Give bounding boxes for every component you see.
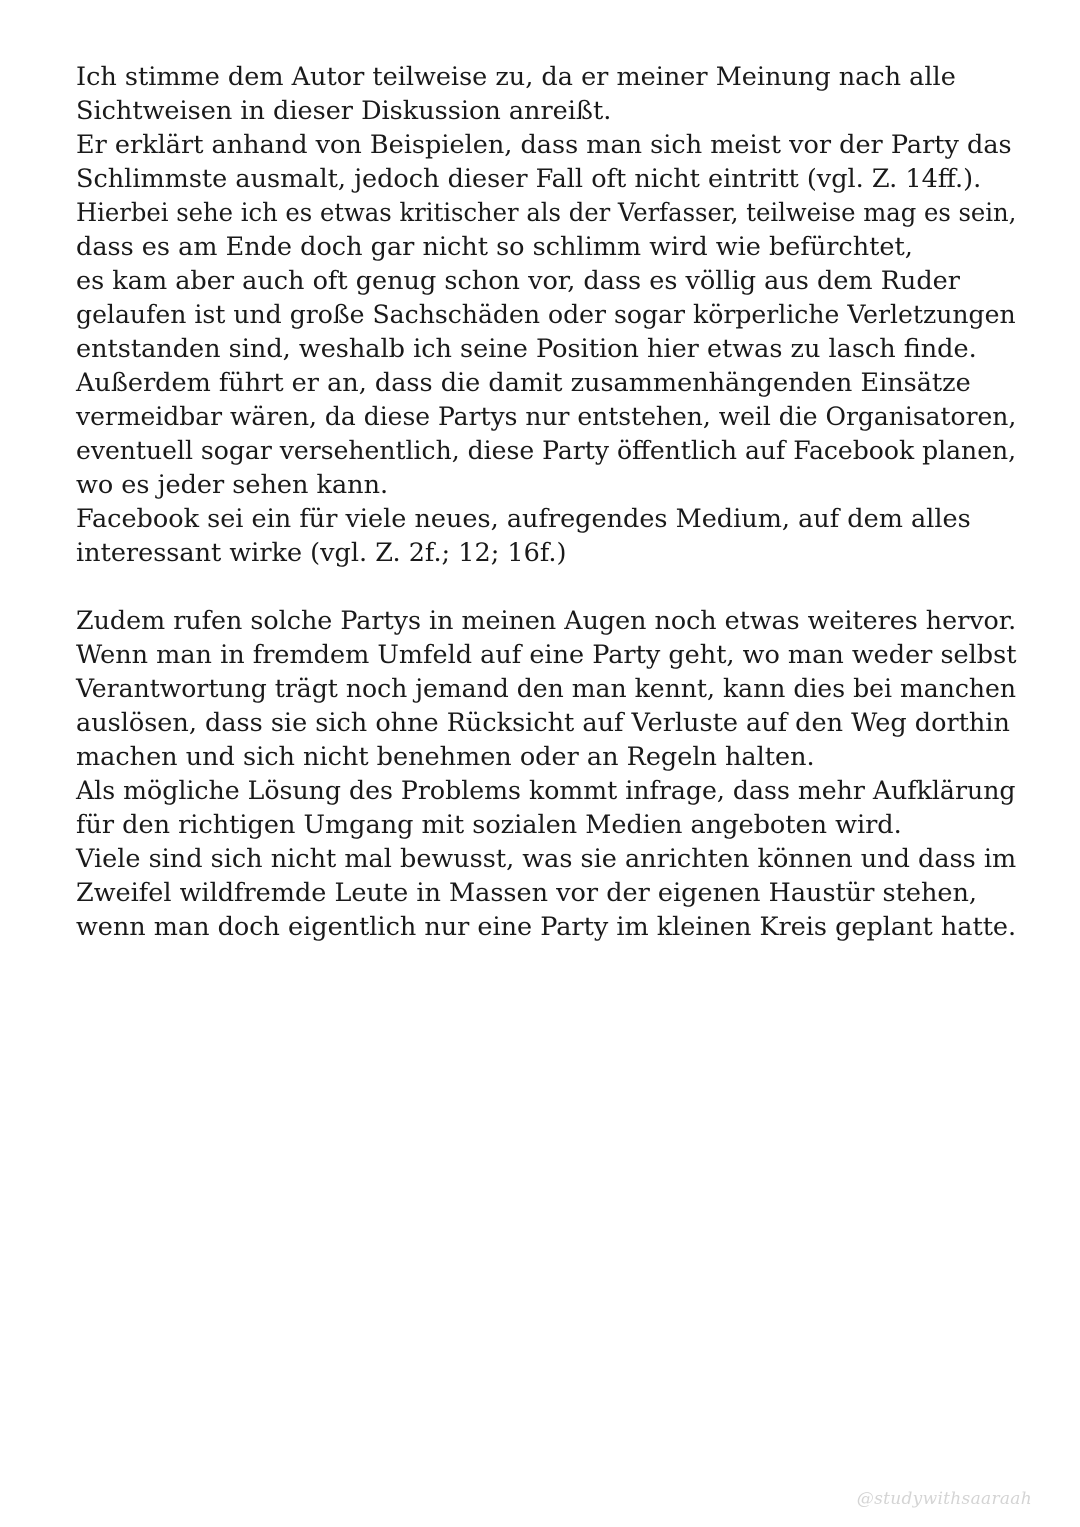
text-line: Schlimmste ausmalt, jedoch dieser Fall oft nicht eintritt (vgl. Z. 14ff.). — [76, 164, 982, 194]
text-line: eventuell sogar versehentlich, diese Party öffentlich auf Facebook planen, — [76, 436, 1017, 466]
text-line: entstanden sind, weshalb ich seine Position hier etwas zu lasch finde. — [76, 334, 977, 364]
text-line: Als mögliche Lösung des Problems kommt infrage, dass mehr Aufklärung — [76, 776, 1016, 806]
text-line: Hierbei sehe ich es etwas kritischer als der Verfasser, teilweise mag es sein, — [76, 198, 1017, 228]
text-line: Zweifel wildfremde Leute in Massen vor der eigenen Haustür stehen, — [76, 878, 977, 908]
text-line: Ich stimme dem Autor teilweise zu, da er meiner Meinung nach alle — [76, 62, 956, 92]
text-line: Außerdem führt er an, dass die damit zusammenhängenden Einsätze — [76, 368, 971, 398]
text-line: interessant wirke (vgl. Z. 2f.; 12; 16f.) — [76, 538, 567, 568]
text-line: für den richtigen Umgang mit sozialen Medien angeboten wird. — [76, 810, 902, 840]
text-line: Sichtweisen in dieser Diskussion anreißt. — [76, 96, 612, 126]
text-line: dass es am Ende doch gar nicht so schlimm wird wie befürchtet, — [76, 232, 913, 262]
text-line: Verantwortung trägt noch jemand den man kennt, kann dies bei manchen — [76, 674, 1017, 704]
text-line: auslösen, dass sie sich ohne Rücksicht auf Verluste auf den Weg dorthin — [76, 708, 1010, 738]
text-line: wo es jeder sehen kann. — [76, 470, 389, 500]
text-line: Wenn man in fremdem Umfeld auf eine Party geht, wo man weder selbst — [76, 640, 1017, 670]
essay-text — [76, 60, 1016, 944]
paragraph-1 — [76, 60, 1016, 570]
text-line: wenn man doch eigentlich nur eine Party im kleinen Kreis geplant hatte. — [76, 912, 1017, 942]
watermark: @studywithsaaraah — [856, 1489, 1032, 1509]
text-line: vermeidbar wären, da diese Partys nur entstehen, weil die Organisatoren, — [76, 402, 1017, 432]
text-line: machen und sich nicht benehmen oder an Regeln halten. — [76, 742, 815, 772]
paragraph-2 — [76, 604, 1016, 944]
text-line: gelaufen ist und große Sachschäden oder sogar körperliche Verletzungen — [76, 300, 1016, 330]
text-line: Facebook sei ein für viele neues, aufregendes Medium, auf dem alles — [76, 504, 971, 534]
text-line: Er erklärt anhand von Beispielen, dass man sich meist vor der Party das — [76, 130, 1012, 160]
text-line: Viele sind sich nicht mal bewusst, was sie anrichten können und dass im — [76, 844, 1017, 874]
text-line: es kam aber auch oft genug schon vor, dass es völlig aus dem Ruder — [76, 266, 960, 296]
text-line: Zudem rufen solche Partys in meinen Augen noch etwas weiteres hervor. — [76, 606, 1017, 636]
paragraph-spacer — [76, 570, 1016, 604]
